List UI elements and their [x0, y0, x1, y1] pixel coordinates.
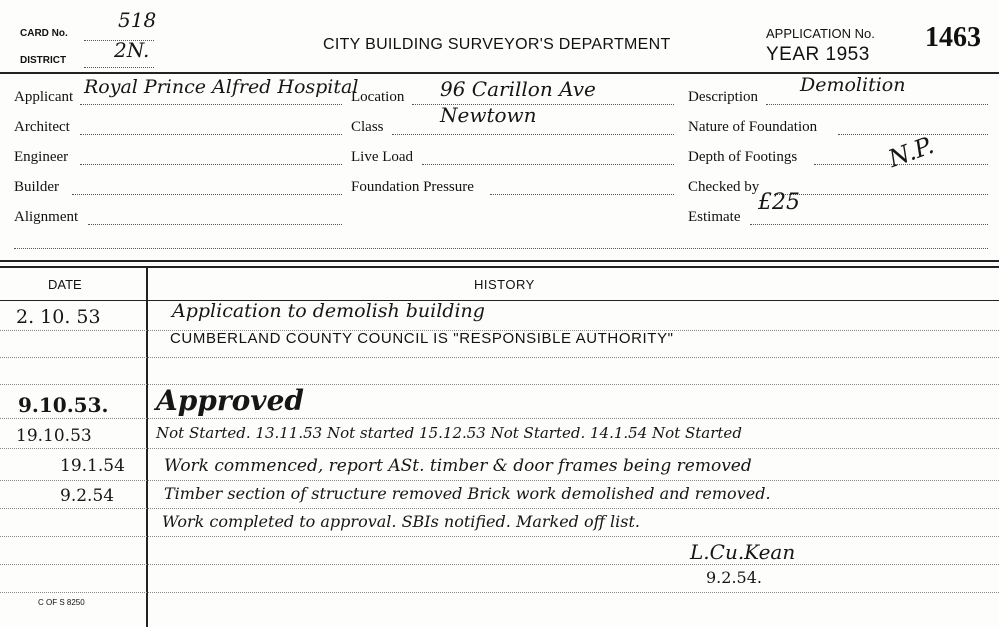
form-code: C OF S 8250 [38, 598, 85, 607]
signature-date: 9.2.54. [706, 568, 762, 587]
year-label: YEAR 1953 [766, 44, 870, 65]
history-row-text: Application to demolish building [172, 300, 485, 322]
architect-line [80, 134, 342, 135]
history-rule [0, 480, 999, 481]
class-label: Class [351, 119, 384, 135]
history-rule [0, 448, 999, 449]
description-line [766, 104, 988, 105]
history-rule [0, 564, 999, 565]
history-row-text: Not Started. 13.11.53 Not started 15.12.53 Not Started. 14.1.54 Not Started [156, 424, 742, 442]
history-rule [0, 384, 999, 385]
description-label: Description [688, 89, 758, 105]
history-rule [0, 508, 999, 509]
nature-line [838, 134, 988, 135]
estimate-line [750, 224, 988, 225]
live-load-label: Live Load [351, 149, 414, 165]
details-blank-line [14, 248, 988, 249]
department-title: CITY BUILDING SURVEYOR'S DEPARTMENT [323, 36, 671, 53]
location-label: Location [351, 89, 405, 105]
depth-label: Depth of Footings [688, 149, 798, 165]
signature: L.Cu.Kean [690, 540, 796, 564]
application-no-value: 1463 [925, 22, 981, 53]
history-row-date: 19.10.53 [16, 426, 92, 446]
history-row-text: Work completed to approval. SBIs notified. Marked off list. [162, 512, 641, 531]
section-divider-top [0, 260, 999, 262]
history-rule [0, 418, 999, 419]
district-line [84, 67, 154, 68]
engineer-label: Engineer [14, 149, 69, 165]
application-no-label: APPLICATION No. [766, 26, 875, 41]
history-row-text: CUMBERLAND COUNTY COUNCIL IS "RESPONSIBLE AUTHORITY" [170, 330, 674, 347]
engineer-line [80, 164, 342, 165]
applicant-label: Applicant [14, 89, 74, 105]
location-value: 96 Carillon Ave Newtown [440, 77, 596, 127]
date-header: DATE [48, 277, 82, 292]
history-row-date: 9.2.54 [60, 486, 115, 506]
checked-line [774, 194, 988, 195]
estimate-value: £25 [758, 190, 800, 215]
builder-label: Builder [14, 179, 59, 195]
foundation-pressure-label: Foundation Pressure [351, 179, 474, 195]
applicant-value: Royal Prince Alfred Hospital [84, 76, 359, 98]
foundation-pressure-line [490, 194, 674, 195]
section-divider-bottom [0, 266, 999, 268]
nature-label: Nature of Foundation [688, 119, 818, 135]
history-row-text: Work commenced, report ASt. timber & door frames being removed [164, 456, 752, 476]
district-label: DISTRICT [20, 55, 67, 66]
history-row-text: Timber section of structure removed Brick work demolished and removed. [164, 484, 771, 503]
history-rule [0, 357, 999, 358]
history-rule [0, 592, 999, 593]
alignment-line [88, 224, 342, 225]
history-row-date: 2. 10. 53 [16, 306, 101, 328]
history-row-date: 19.1.54 [60, 456, 125, 476]
class-line [392, 134, 674, 135]
card-no-value: 518 [118, 8, 157, 32]
applicant-line [80, 104, 342, 105]
depth-value: N.P. [884, 130, 938, 174]
history-rule [0, 536, 999, 537]
architect-label: Architect [14, 119, 70, 135]
checked-label: Checked by [688, 179, 760, 195]
date-column-divider [146, 266, 148, 627]
card-no-label: CARD No. [20, 28, 68, 39]
description-value: Demolition [800, 74, 906, 96]
history-row-text: Approved [156, 384, 304, 417]
builder-line [72, 194, 342, 195]
district-value: 2N. [114, 38, 150, 62]
history-row-date: 9.10.53. [18, 393, 109, 417]
alignment-label: Alignment [14, 209, 79, 225]
estimate-label: Estimate [688, 209, 741, 225]
history-header: HISTORY [474, 277, 535, 292]
table-header-line [0, 300, 999, 301]
live-load-line [422, 164, 674, 165]
